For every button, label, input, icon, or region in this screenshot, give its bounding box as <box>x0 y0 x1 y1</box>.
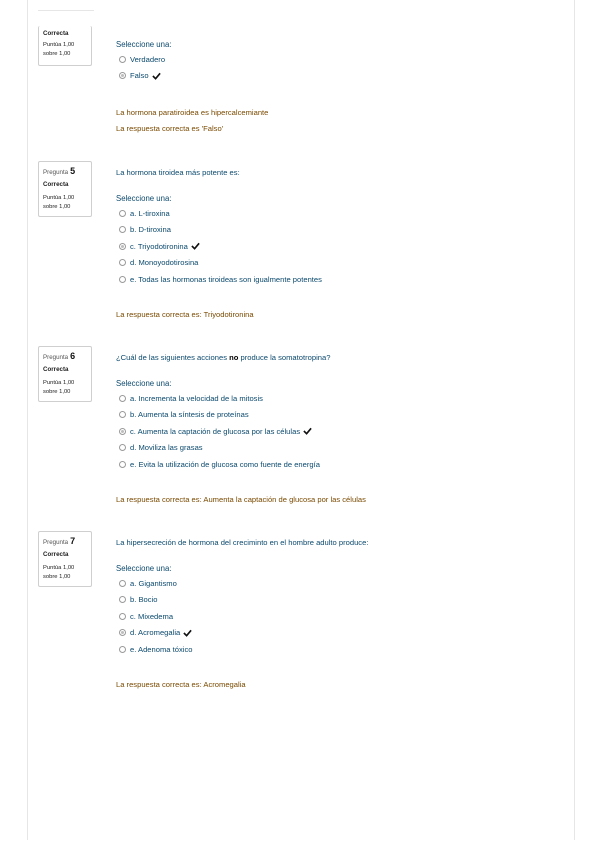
question-grade: Puntúa 1,00 sobre 1,00 <box>43 565 75 580</box>
answer-option[interactable]: b. Bocio <box>119 592 556 609</box>
answer-option[interactable]: c. Aumenta la captación de glucosa por las células <box>119 423 556 440</box>
check-icon <box>191 242 200 250</box>
question-state: Correcta <box>43 30 69 37</box>
right-answer: La respuesta correcta es 'Falso' <box>116 124 224 133</box>
question-grade: Puntúa 1,00 sobre 1,00 <box>43 380 75 395</box>
divider <box>38 10 94 11</box>
answer-option[interactable]: a. Incrementa la velocidad de la mitosis <box>119 390 556 407</box>
question-info-7 <box>38 531 92 587</box>
question-state: Correcta <box>43 366 69 373</box>
question-info-5 <box>38 161 92 217</box>
question-number: Pregunta 6 <box>43 351 76 361</box>
answer-option[interactable]: c. Mixedema <box>119 608 556 625</box>
answer-option[interactable]: a. Gigantismo <box>119 575 556 592</box>
radio-button[interactable] <box>119 444 126 451</box>
answer-option[interactable]: Verdadero <box>119 51 556 68</box>
question-info-4 <box>38 26 92 66</box>
question-number: Pregunta 5 <box>43 166 76 176</box>
radio-button[interactable] <box>119 646 126 653</box>
question-content-4 <box>116 40 556 134</box>
question-content-6 <box>116 353 556 505</box>
radio-button[interactable] <box>119 613 126 620</box>
right-answer: La respuesta correcta es: Aumenta la captación de glucosa por las células <box>116 494 366 504</box>
check-icon <box>152 72 161 80</box>
answer-option[interactable]: e. Todas las hormonas tiroideas son igualmente potentes <box>119 271 556 288</box>
answer-list <box>116 390 556 473</box>
question-grade: Puntúa 1,00 sobre 1,00 <box>43 42 75 57</box>
check-icon <box>183 629 192 637</box>
answer-option[interactable]: a. L-tiroxina <box>119 205 556 222</box>
question-content-5 <box>116 168 556 320</box>
check-icon <box>303 427 312 435</box>
answer-prompt: Seleccione una: <box>116 379 172 388</box>
question-state: Correcta <box>43 551 69 558</box>
question-text: La hormona tiroidea más potente es: <box>116 168 240 177</box>
answer-option[interactable]: c. Triyodotironina <box>119 238 556 255</box>
question-state: Correcta <box>43 181 69 188</box>
answer-option[interactable]: b. Aumenta la síntesis de proteínas <box>119 407 556 424</box>
answer-list <box>116 205 556 288</box>
answer-prompt: Seleccione una: <box>116 564 172 573</box>
answer-option[interactable]: Falso <box>119 68 556 85</box>
answer-list <box>116 51 556 84</box>
answer-prompt: Seleccione una: <box>116 40 172 49</box>
answer-option[interactable]: d. Acromegalia <box>119 625 556 642</box>
radio-button[interactable] <box>119 210 126 217</box>
right-answer: La respuesta correcta es: Acromegalia <box>116 679 246 689</box>
radio-button[interactable] <box>119 226 126 233</box>
answer-option[interactable]: d. Moviliza las grasas <box>119 440 556 457</box>
radio-button-selected[interactable] <box>119 243 126 250</box>
radio-button[interactable] <box>119 56 126 63</box>
radio-button-selected[interactable] <box>119 428 126 435</box>
general-feedback: La hormona paratiroidea es hipercalcemiante <box>116 108 269 117</box>
answer-option[interactable]: b. D-tiroxina <box>119 222 556 239</box>
right-answer: La respuesta correcta es: Triyodotironina <box>116 309 254 319</box>
question-info-6 <box>38 346 92 402</box>
radio-button[interactable] <box>119 580 126 587</box>
answer-prompt: Seleccione una: <box>116 194 172 203</box>
answer-list <box>116 575 556 658</box>
radio-button[interactable] <box>119 395 126 402</box>
question-number: Pregunta 7 <box>43 536 76 546</box>
answer-option[interactable]: e. Evita la utilización de glucosa como fuente de energía <box>119 456 556 473</box>
question-text: ¿Cuál de las siguientes acciones no produce la somatotropina? <box>116 353 331 362</box>
question-content-7 <box>116 538 556 690</box>
question-grade: Puntúa 1,00 sobre 1,00 <box>43 195 75 210</box>
answer-option[interactable]: e. Adenoma tóxico <box>119 641 556 658</box>
radio-button[interactable] <box>119 276 126 283</box>
radio-button[interactable] <box>119 596 126 603</box>
radio-button[interactable] <box>119 461 126 468</box>
radio-button-selected[interactable] <box>119 72 126 79</box>
radio-button-selected[interactable] <box>119 629 126 636</box>
answer-option[interactable]: d. Monoyodotirosina <box>119 255 556 272</box>
radio-button[interactable] <box>119 259 126 266</box>
question-text: La hipersecreción de hormona del creciminto en el hombre adulto produce: <box>116 538 369 547</box>
radio-button[interactable] <box>119 411 126 418</box>
